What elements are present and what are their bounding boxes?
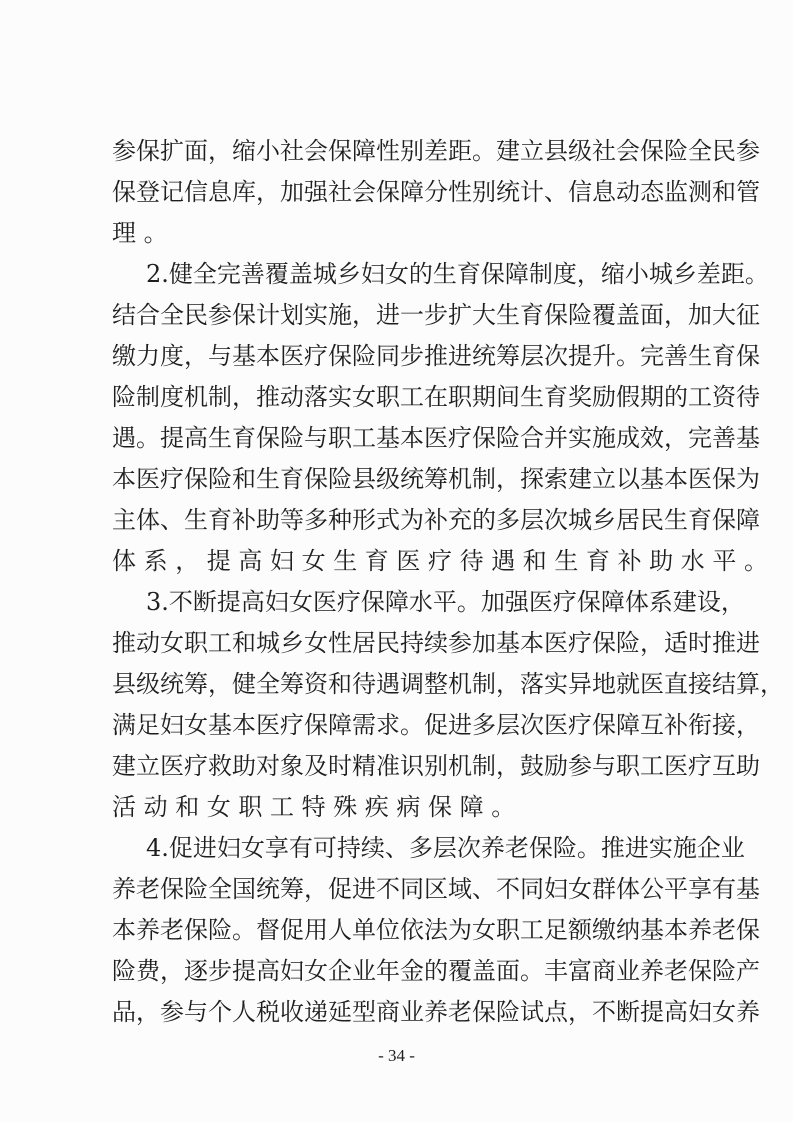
text-line: 缴力度，与基本医疗保险同步推进统筹层次提升。完善生育保 [112,342,760,370]
text-line: 县级统筹，健全筹资和待遇调整机制，落实异地就医直接结算， [112,670,784,698]
text-line: 理。 [112,219,176,247]
text-line: 品，参与个人税收递延型商业养老保险试点，不断提高妇女养 [112,998,760,1026]
text-line: 体系，提高妇女生育医疗待遇和生育补助水平。 [112,547,776,575]
text-line: 养老保险全国统筹，促进不同区域、不同妇女群体公平享有基 [112,875,760,903]
text-line: 建立医疗救助对象及时精准识别机制，鼓励参与职工医疗互助 [112,752,760,780]
page-number: - 34 - [378,1046,415,1065]
text-line: 活动和女职工特殊疾病保障。 [112,793,523,821]
section-heading-4: 4.促进妇女享有可持续、多层次养老保险。推进实施企业 [146,834,745,862]
section-heading-2: 2.健全完善覆盖城乡妇女的生育保障制度，缩小城乡差距。 [146,260,769,288]
text-line: 险费，逐步提高妇女企业年金的覆盖面。丰富商业养老保险产 [112,957,760,985]
text-line: 主体、生育补助等多种形式为补充的多层次城乡居民生育保障 [112,506,760,534]
text-line: 本养老保险。督促用人单位依法为女职工足额缴纳基本养老保 [112,916,760,944]
text-line: 参保扩面，缩小社会保障性别差距。建立县级社会保险全民参 [112,137,760,165]
text-line: 保登记信息库，加强社会保障分性别统计、信息动态监测和管 [112,178,760,206]
text-line: 满足妇女基本医疗保障需求。促进多层次医疗保障互补衔接， [112,711,760,739]
text-line: 遇。提高生育保险与职工基本医疗保险合并实施成效，完善基 [112,424,760,452]
section-heading-3: 3.不断提高妇女医疗保障水平。加强医疗保障体系建设， [146,588,745,616]
text-line: 推动女职工和城乡女性居民持续参加基本医疗保险，适时推进 [112,629,760,657]
text-line: 险制度机制，推动落实女职工在职期间生育奖励假期的工资待 [112,383,760,411]
text-line: 结合全民参保计划实施，进一步扩大生育保险覆盖面，加大征 [112,301,760,329]
text-line: 本医疗保险和生育保险县级统筹机制，探索建立以基本医保为 [112,465,760,493]
